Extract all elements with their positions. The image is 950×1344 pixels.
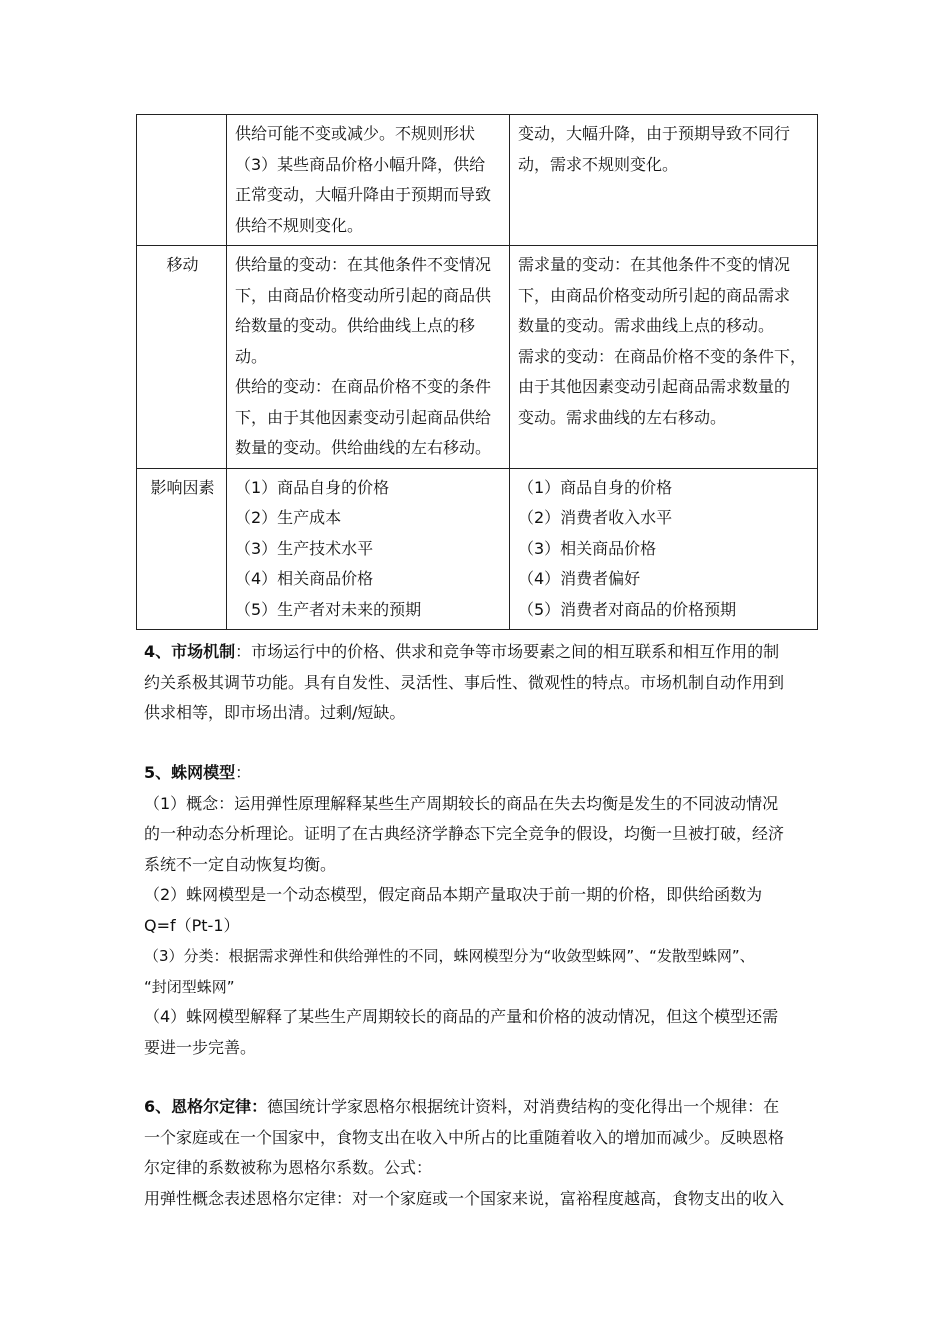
paragraph-line: “封闭型蛛网” xyxy=(144,977,235,996)
section-heading: 5、蛛网模型 xyxy=(144,763,236,782)
demand-cell xyxy=(510,115,818,246)
cell-line: 变动。需求曲线的左右移动。 xyxy=(518,407,727,427)
paragraph-line: 的一种动态分析理论。证明了在古典经济学静态下完全竞争的假设，均衡一旦被打破，经济 xyxy=(144,824,785,843)
demand-cell xyxy=(510,468,818,630)
section-engel-law xyxy=(144,1092,814,1214)
section-market-mechanism xyxy=(144,637,814,729)
paragraph-line xyxy=(144,637,814,668)
row-label: 移动 xyxy=(137,246,227,469)
cell-line: （3）相关商品价格 xyxy=(518,538,657,558)
paragraph-line: （3）分类：根据需求弹性和供给弹性的不同，蛛网模型分为“收敛型蛛网”、“发散型蛛网”、 xyxy=(144,947,755,965)
cell-line: 动。 xyxy=(235,346,268,366)
text: 德国统计学家恩格尔根据统计资料，对消费结构的变化得出一个规律：在 xyxy=(267,1097,780,1116)
paragraph-line: 约关系极其调节功能。具有自发性、灵活性、事后性、微观性的特点。市场机制自动作用到 xyxy=(144,672,785,692)
demand-cell xyxy=(510,246,818,469)
cell-line: 下，由商品价格变动所引起的商品需求 xyxy=(518,285,791,305)
supply-cell xyxy=(227,246,510,469)
cell-line: 需求的变动：在商品价格不变的条件下， xyxy=(518,346,807,366)
paragraph-line: 尔定律的系数被称为恩格尔系数。公式： xyxy=(144,1158,433,1177)
cell-line: （5）生产者对未来的预期 xyxy=(235,599,422,619)
cell-line: 供给不规则变化。 xyxy=(235,215,364,235)
cell-line: （2）消费者收入水平 xyxy=(518,508,673,527)
cell-line: 供给的变动：在商品价格不变的条件 xyxy=(235,377,492,396)
paragraph-line: （1）概念：运用弹性原理解释某些生产周期较长的商品在失去均衡是发生的不同波动情况 xyxy=(144,793,779,813)
text: ： xyxy=(235,763,252,782)
cell-line: （2）生产成本 xyxy=(235,508,342,527)
section-heading: 6、恩格尔定律： xyxy=(144,1097,268,1116)
cell-line: 由于其他因素变动引起商品需求数量的 xyxy=(518,377,791,396)
cell-line: （4）消费者偏好 xyxy=(518,569,641,588)
paragraph-line xyxy=(144,1092,814,1123)
paragraph-line: 要进一步完善。 xyxy=(144,1037,257,1057)
cell-line: （5）消费者对商品的价格预期 xyxy=(518,599,737,619)
supply-demand-table xyxy=(136,114,818,630)
section-heading: 4、市场机制 xyxy=(144,642,236,661)
cell-line: （4）相关商品价格 xyxy=(235,569,374,588)
cell-line: 变动，大幅升降，由于预期导致不同行 xyxy=(518,124,791,143)
row-label: 影响因素 xyxy=(137,468,227,630)
row-label xyxy=(137,115,227,246)
supply-cell xyxy=(227,115,510,246)
cell-line: 供给可能不变或减少。不规则形状 xyxy=(235,124,476,143)
table-row-movement xyxy=(137,246,818,469)
cell-line: 数量的变动。需求曲线上点的移动。 xyxy=(518,316,775,335)
cell-line: 给数量的变动。供给曲线上点的移 xyxy=(235,316,476,335)
section-cobweb-model xyxy=(144,758,814,1063)
table-row-continued xyxy=(137,115,818,246)
paragraph-line: （2）蛛网模型是一个动态模型，假定商品本期产量取决于前一期的价格，即供给函数为 xyxy=(144,885,763,904)
cell-line: 正常变动，大幅升降由于预期而导致 xyxy=(235,185,492,204)
cell-line: 数量的变动。供给曲线的左右移动。 xyxy=(235,438,492,457)
cell-line: （3）某些商品价格小幅升降，供给 xyxy=(235,154,486,174)
paragraph-line: （4）蛛网模型解释了某些生产周期较长的商品的产量和价格的波动情况，但这个模型还需 xyxy=(144,1007,779,1026)
text: ：市场运行中的价格、供求和竞争等市场要素之间的相互联系和相互作用的制 xyxy=(235,642,780,661)
cell-line: 下，由商品价格变动所引起的商品供 xyxy=(235,285,492,305)
cell-line: （3）生产技术水平 xyxy=(235,538,374,558)
supply-cell xyxy=(227,468,510,630)
paragraph-line xyxy=(144,758,814,789)
cell-line: 需求量的变动：在其他条件不变的情况 xyxy=(518,255,791,274)
cell-line: 动，需求不规则变化。 xyxy=(518,154,679,174)
cell-line: 下，由于其他因素变动引起商品供给 xyxy=(235,407,492,427)
cell-line: 供给量的变动：在其他条件不变情况 xyxy=(235,255,492,274)
paragraph-line: 用弹性概念表述恩格尔定律：对一个家庭或一个国家来说，富裕程度越高，食物支出的收入 xyxy=(144,1188,785,1208)
cell-line: （1）商品自身的价格 xyxy=(518,477,673,497)
table-row-factors xyxy=(137,468,818,630)
cell-line: （1）商品自身的价格 xyxy=(235,477,390,497)
paragraph-line: 供求相等，即市场出清。过剩/短缺。 xyxy=(144,703,406,722)
paragraph-line: 系统不一定自动恢复均衡。 xyxy=(144,854,337,874)
formula-line: Q=f（Pt-1） xyxy=(144,915,240,935)
paragraph-line: 一个家庭或在一个国家中，食物支出在收入中所占的比重随着收入的增加而减少。反映恩格 xyxy=(144,1127,785,1147)
